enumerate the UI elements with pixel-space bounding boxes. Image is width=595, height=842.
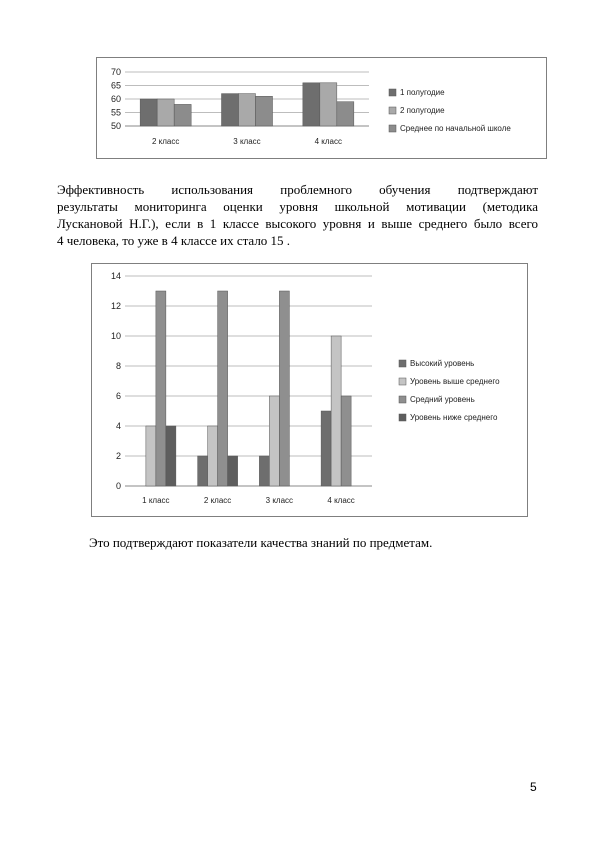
levels-chart-svg: [92, 264, 527, 516]
legend-label: Высокий уровень: [410, 359, 475, 368]
paragraph-line: 4 человека, то уже в 4 классе их стало 15 .: [57, 233, 291, 248]
motivation-chart: [96, 57, 547, 159]
legend-label: Уровень ниже среднего: [410, 413, 498, 422]
legend-label: 1 полугодие: [400, 88, 445, 97]
bar: [140, 99, 157, 126]
y-tick-label: 14: [110, 271, 121, 281]
bar: [259, 456, 269, 486]
legend-swatch: [399, 360, 406, 367]
x-tick-label: 3 класс: [265, 496, 294, 505]
y-tick-label: 8: [115, 361, 121, 371]
bar: [157, 99, 174, 126]
paragraph-line: результаты мониторинга оценки уровня школьной мотивации (методика: [57, 199, 538, 214]
legend-swatch: [389, 125, 396, 132]
y-tick-label: 4: [115, 421, 121, 431]
x-tick-label: 4 класс: [314, 137, 343, 146]
legend-swatch: [399, 414, 406, 421]
x-tick-label: 2 класс: [151, 137, 180, 146]
y-tick-label: 2: [115, 451, 121, 461]
x-tick-label: 3 класс: [233, 137, 261, 146]
legend-label: 2 полугодие: [400, 106, 445, 115]
levels-chart: [91, 263, 528, 517]
legend-swatch: [399, 378, 406, 385]
bar: [166, 426, 176, 486]
x-tick-label: 4 класс: [327, 496, 355, 505]
bar: [341, 396, 351, 486]
bar: [320, 83, 337, 126]
bar: [156, 291, 166, 486]
bar: [269, 396, 279, 486]
bar: [198, 456, 208, 486]
bar: [303, 83, 320, 126]
y-tick-label: 65: [110, 80, 121, 91]
legend-label: Среднее по начальной школе: [400, 124, 511, 133]
paragraph-line: Эффективность использования проблемного обучения подтверждают: [57, 182, 538, 197]
bar: [321, 411, 331, 486]
bar: [218, 291, 228, 486]
legend-swatch: [399, 396, 406, 403]
legend-label: Средний уровень: [410, 395, 475, 404]
bar: [228, 456, 238, 486]
y-tick-label: 12: [110, 301, 121, 311]
page-number: 5: [530, 780, 537, 794]
y-tick-label: 60: [110, 94, 121, 104]
motivation-chart-svg: [97, 58, 546, 158]
paragraph-quality: Это подтверждают показатели качества знаний по предметам.: [89, 535, 433, 550]
bar: [222, 94, 239, 126]
bar: [208, 426, 218, 486]
y-tick-label: 55: [110, 107, 121, 118]
y-tick-label: 70: [110, 67, 121, 77]
y-tick-label: 6: [115, 391, 121, 401]
bar: [256, 96, 273, 126]
paragraph-effectiveness: [57, 181, 538, 249]
x-tick-label: 2 класс: [203, 496, 232, 505]
legend-label: Уровень выше среднего: [410, 377, 500, 386]
y-tick-label: 0: [115, 481, 121, 491]
bar: [239, 94, 256, 126]
x-tick-label: 1 класс: [142, 496, 170, 505]
bar: [146, 426, 156, 486]
bar: [331, 336, 341, 486]
legend-swatch: [389, 89, 396, 96]
paragraph-line: Лускановой Н.Г.), если в 1 классе высокого уровня и выше среднего было всего: [57, 216, 538, 231]
legend-swatch: [389, 107, 396, 114]
y-tick-label: 10: [110, 331, 121, 341]
bar: [337, 102, 354, 126]
bar: [279, 291, 289, 486]
y-tick-label: 50: [110, 121, 121, 131]
bar: [174, 104, 191, 126]
